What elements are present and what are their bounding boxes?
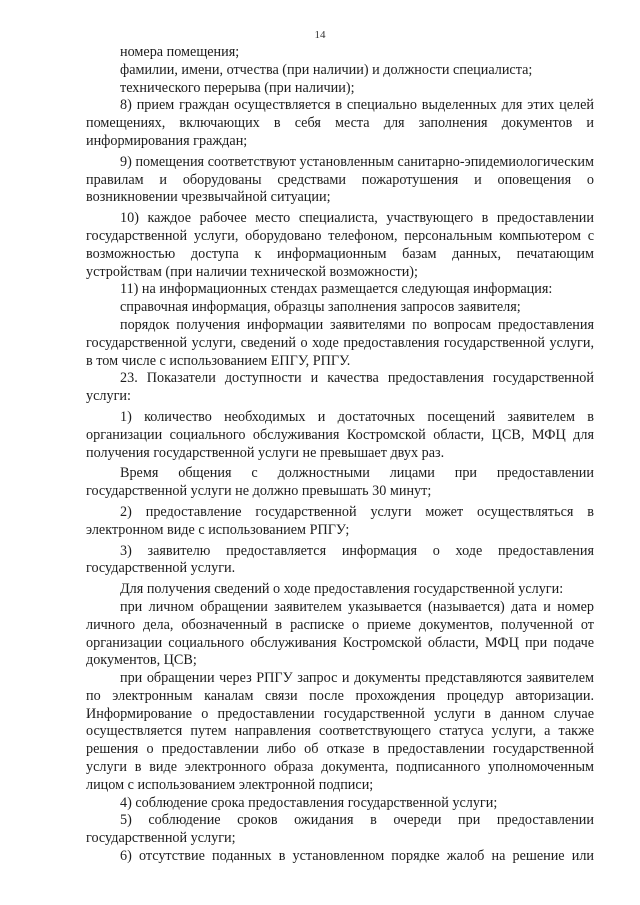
paragraph: 4) соблюдение срока предоставления государственной услуги; bbox=[120, 794, 498, 811]
paragraph: 5) соблюдение сроков ожидания в очереди при предоставлении государственной услуги; bbox=[86, 812, 594, 847]
paragraph: 3) заявителю предоставляется информация о ходе предоставления государственной услуги. bbox=[86, 542, 594, 577]
paragraph: 8) прием граждан осуществляется в специально выделенных для этих целей помещениях, включающих в себя места для заполнения документов и информирования граждан; bbox=[86, 97, 594, 149]
paragraph: Для получения сведений о ходе предоставления государственной услуги: bbox=[120, 581, 564, 598]
paragraph: фамилии, имени, отчества (при наличии) и должности специалиста; bbox=[120, 61, 533, 78]
paragraph: при обращении через РПГУ запрос и документы представляются заявителем по электронным каналам связи после прохождения процедур авторизации. Информирование о предоставлении государственной услуги в данном случае осуществляется путем направления соответствующего статуса услуги, а также решения о предоставлении либо об отказе в предоставлении государственной услуги в виде электронного образа документа, подписанного уполномоченным лицом с использованием электронной подписи; bbox=[86, 670, 594, 793]
paragraph: 9) помещения соответствуют установленным санитарно-эпидемиологическим правилам и оборудованы средствами пожаротушения и оповещения о возникновении чрезвычайной ситуации; bbox=[86, 153, 594, 206]
paragraph: 10) каждое рабочее место специалиста, участвующего в предоставлении государственной услуги, оборудовано телефоном, персональным компьютером с возможностью доступа к информационным базам данных, печатающим устройствам (при наличии технической возможности); bbox=[86, 210, 594, 280]
paragraph: 1) количество необходимых и достаточных посещений заявителем в организации социального обслуживания Костромской области, ЦСВ, МФЦ для получения государственной услуги не превышает двух раз. bbox=[86, 408, 594, 461]
page-number: 14 bbox=[314, 29, 326, 41]
paragraph: при личном обращении заявителем указывается (называется) дата и номер личного дела, обозначенный в расписке о приеме документов, полученной от организации социального обслуживания Костромской области, МФЦ при подаче документов, ЦСВ; bbox=[86, 598, 594, 669]
paragraph: справочная информация, образцы заполнения запросов заявителя; bbox=[120, 299, 521, 316]
paragraph: 23. Показатели доступности и качества предоставления государственной услуги: bbox=[86, 370, 594, 405]
paragraph: порядок получения информации заявителями по вопросам предоставления государственной услуги, сведений о ходе предоставления государственной услуги, в том числе с использованием ЕПГУ, РПГУ. bbox=[86, 316, 594, 369]
document-body bbox=[86, 44, 594, 866]
paragraph: Время общения с должностными лицами при предоставлении государственной услуги не должно превышать 30 минут; bbox=[86, 465, 594, 500]
paragraph: номера помещения; bbox=[120, 44, 240, 60]
paragraph: 11) на информационных стендах размещается следующая информация: bbox=[120, 281, 553, 298]
paragraph: 6) отсутствие поданных в установленном порядке жалоб на решение или bbox=[120, 848, 594, 865]
paragraph: 2) предоставление государственной услуги может осуществляться в электронном виде с использованием РПГУ; bbox=[86, 503, 594, 538]
paragraph: технического перерыва (при наличии); bbox=[120, 79, 355, 96]
